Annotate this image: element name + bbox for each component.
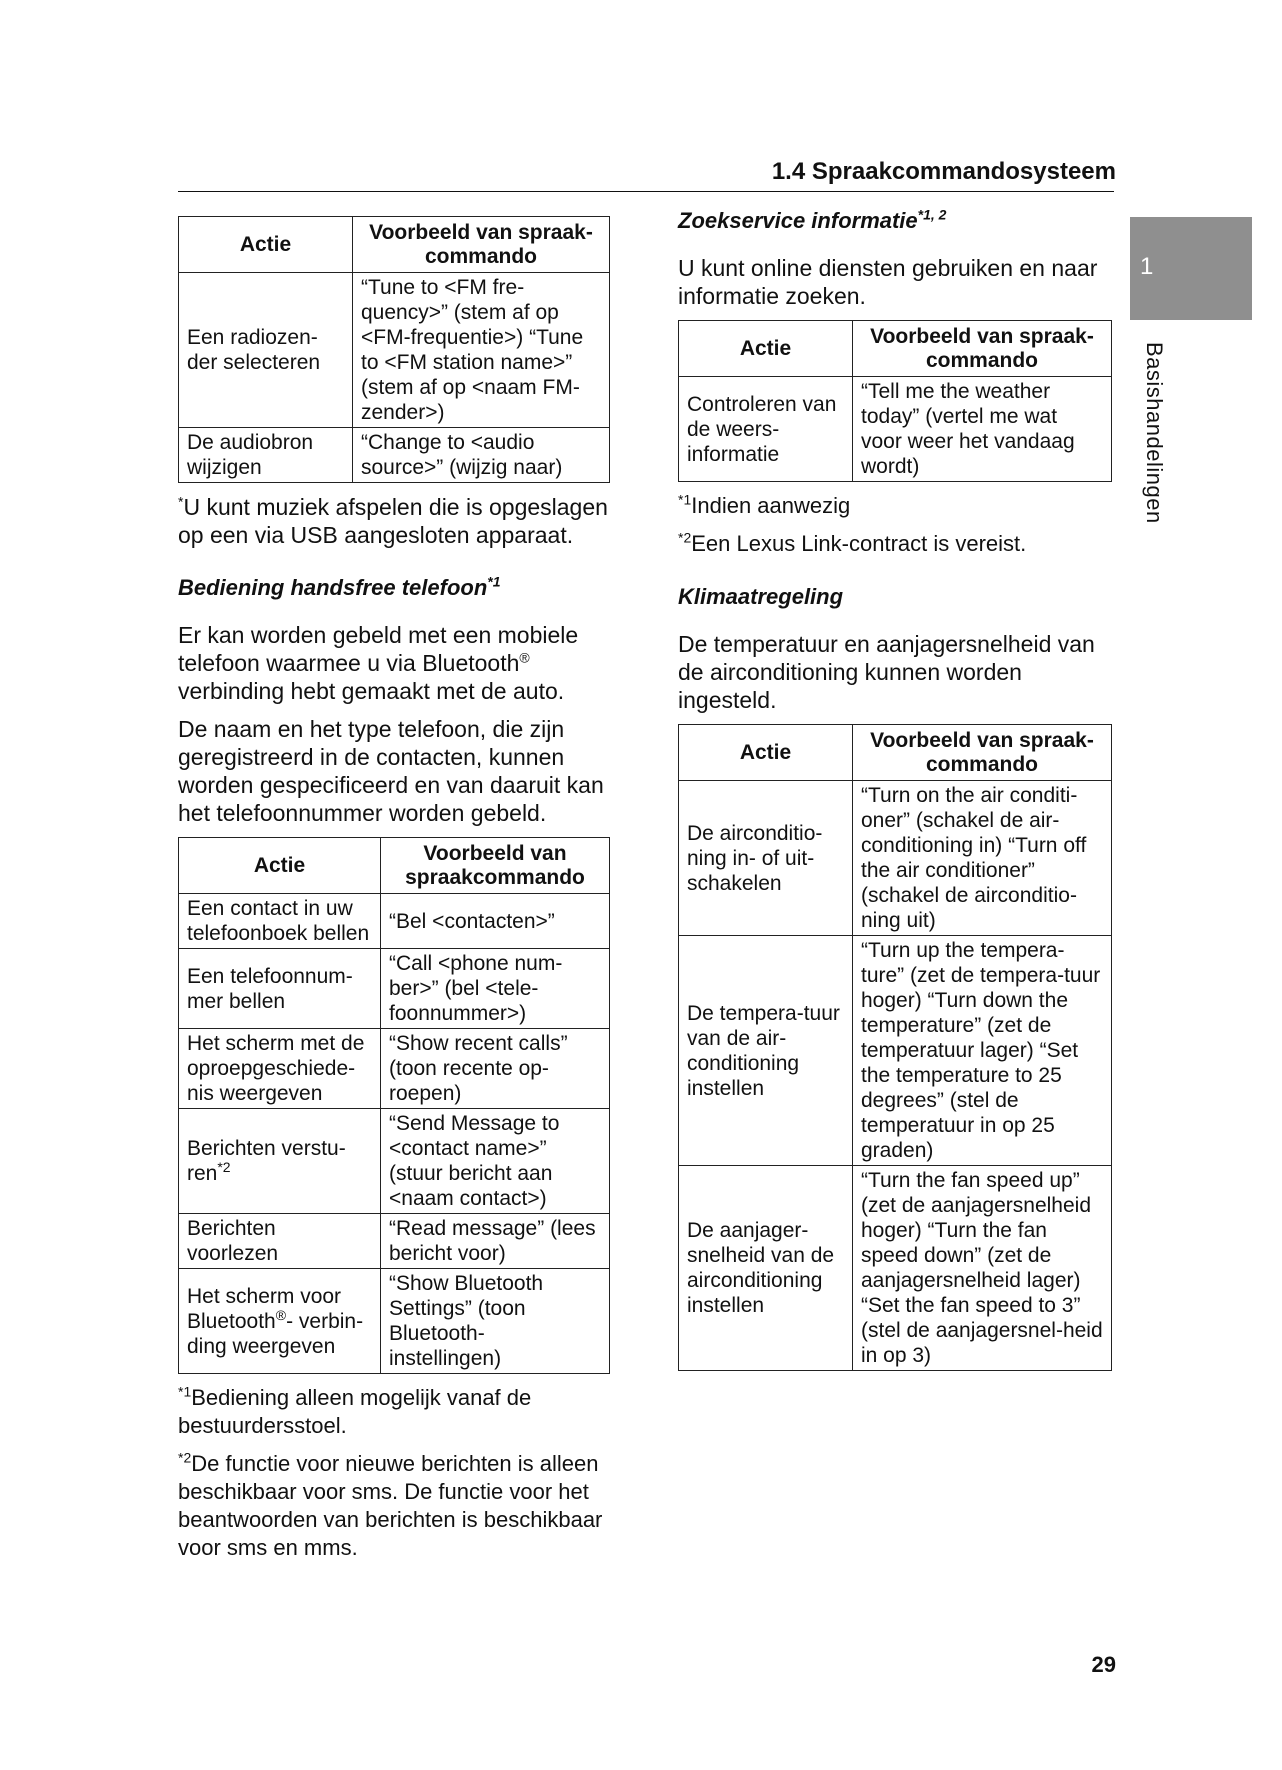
action-cell: De tempera-tuur van de air-conditioning instellen [679, 936, 853, 1166]
chapter-label: Basishandelingen [1142, 342, 1167, 524]
heading-sup: *1 [487, 573, 501, 590]
table-header-action: Actie [179, 838, 381, 894]
search-paragraph: U kunt online diensten gebruiken en naar informatie zoeken. [678, 255, 1098, 309]
action-cell: Een radiozen-der selecteren [179, 273, 353, 428]
phone-heading: Bediening handsfree telefoon$^{*1}$ [178, 573, 501, 600]
right-column [678, 208, 1114, 1371]
action-cell: Het scherm met de oproepgeschiede-nis weergeven [179, 1029, 381, 1109]
action-cell: Een telefoonnum-mer bellen [179, 949, 381, 1029]
example-cell: “Bel <contacten>” [381, 894, 610, 949]
header-rule [178, 191, 1114, 192]
table-row [179, 949, 610, 1029]
note-2: $^{*2}$Een Lexus Link-contract is vereist. [678, 529, 1027, 556]
table-row [179, 1269, 610, 1374]
table-row [179, 428, 610, 483]
table-row [679, 781, 1112, 936]
heading-sup: *1, 2 [917, 206, 947, 223]
left-column [178, 216, 614, 1562]
action-cell: De audiobron wijzigen [179, 428, 353, 483]
note-1: $^{*1}$Indien aanwezig [678, 491, 851, 518]
table-header-action: Actie [179, 217, 353, 273]
action-cell: Een contact in uw telefoonboek bellen [179, 894, 381, 949]
phone-paragraph-1: Er kan worden gebeld met een mobiele telefoon waarmee u via Bluetooth® verbinding hebt gemaakt met de auto. [178, 622, 579, 704]
example-cell: “Send Message to <contact name>” (stuur bericht aan <naam contact>) [381, 1109, 610, 1214]
example-cell: “Call <phone num-ber>” (bel <tele-foonnummer>) [381, 949, 610, 1029]
table-header-action: Actie [679, 725, 853, 781]
search-command-table [678, 320, 1112, 482]
footnote-1: $^{*1}$Bediening alleen mogelijk vanaf de bestuurdersstoel. [178, 1383, 532, 1438]
table-row [679, 936, 1112, 1166]
table-row [679, 377, 1112, 482]
example-cell: “Turn up the tempera-ture” (zet de tempera-tuur hoger) “Turn down the temperature” (zet de temperatuur lager) “Set the temperature to 25 degrees” (stel de temperatuur in op 25 graden) [853, 936, 1112, 1166]
usb-note: *U kunt muziek afspelen die is opgeslagen op een via USB aangesloten apparaat. [178, 493, 608, 548]
table-row [179, 1109, 610, 1214]
example-cell: “Tune to <FM fre-quency>” (stem af op <FM-frequentie>) “Tune to <FM station name>” (stem af op <naam FM-zender>) [353, 273, 610, 428]
example-cell: “Tell me the weather today” (vertel me wat voor weer het vandaag wordt) [853, 377, 1112, 482]
table-row [179, 273, 610, 428]
phone-command-table [178, 837, 610, 1374]
radio-command-table [178, 216, 610, 483]
table-row [679, 1166, 1112, 1371]
table-row [179, 1029, 610, 1109]
example-cell: “Turn the fan speed up” (zet de aanjagersnelheid hoger) “Turn the fan speed down” (zet de aanjagersnelheid lager) “Set the fan speed to 3” (stel de aanjagersnel-heid in op 3) [853, 1166, 1112, 1371]
phone-paragraph-2: De naam en het type telefoon, die zijn geregistreerd in de contacten, kunnen worden gespecificeerd en van daaruit kan het telefoonnummer worden gebeld. [178, 716, 604, 826]
example-cell: “Turn on the air conditi-oner” (schakel de air-conditioning in) “Turn off the air conditioner” (schakel de airconditio-ning uit) [853, 781, 1112, 936]
footnote-2: $^{*2}$De functie voor nieuwe berichten is alleen beschikbaar voor sms. De functie voor het beantwoorden van berichten is beschikbaar voor sms en mms. [178, 1449, 603, 1560]
example-cell: “Show Bluetooth Settings” (toon Bluetooth- instellingen) [381, 1269, 610, 1374]
climate-heading: Klimaatregeling [678, 584, 844, 609]
table-header-action: Actie [679, 321, 853, 377]
climate-command-table [678, 724, 1112, 1371]
example-cell: “Change to <audio source>” (wijzig naar) [353, 428, 610, 483]
climate-paragraph: De temperatuur en aanjagersnelheid van de airconditioning kunnen worden ingesteld. [678, 631, 1095, 713]
search-heading: Zoekservice informatie$^{*1, 2}$ [678, 206, 947, 233]
example-cell: “Read message” (lees bericht voor) [381, 1214, 610, 1269]
action-cell: Het scherm voor Bluetooth®- verbin-ding weergeven [179, 1269, 381, 1374]
action-cell: Berichten verstu-ren$^{*2}$ [179, 1109, 381, 1214]
table-header-example: Voorbeeld van spraak-commando [353, 217, 610, 273]
chapter-tab-number: 1 [1140, 253, 1154, 280]
table-header-example: Voorbeeld van spraak-commando [853, 321, 1112, 377]
action-cell: Controleren van de weers-informatie [679, 377, 853, 482]
table-header-example: Voorbeeld van spraakcommando [381, 838, 610, 894]
example-cell: “Show recent calls” (toon recente op-roepen) [381, 1029, 610, 1109]
table-header-example: Voorbeeld van spraak-commando [853, 725, 1112, 781]
note-mark: * [178, 493, 184, 510]
table-row [179, 1214, 610, 1269]
page-number: 29 [1091, 1652, 1116, 1677]
action-cell: De airconditio-ning in- of uit-schakelen [679, 781, 853, 936]
table-row [179, 894, 610, 949]
action-cell: Berichten voorlezen [179, 1214, 381, 1269]
section-title: 1.4 Spraakcommandosysteem [771, 158, 1116, 185]
action-cell: De aanjager-snelheid van de airconditioning instellen [679, 1166, 853, 1371]
